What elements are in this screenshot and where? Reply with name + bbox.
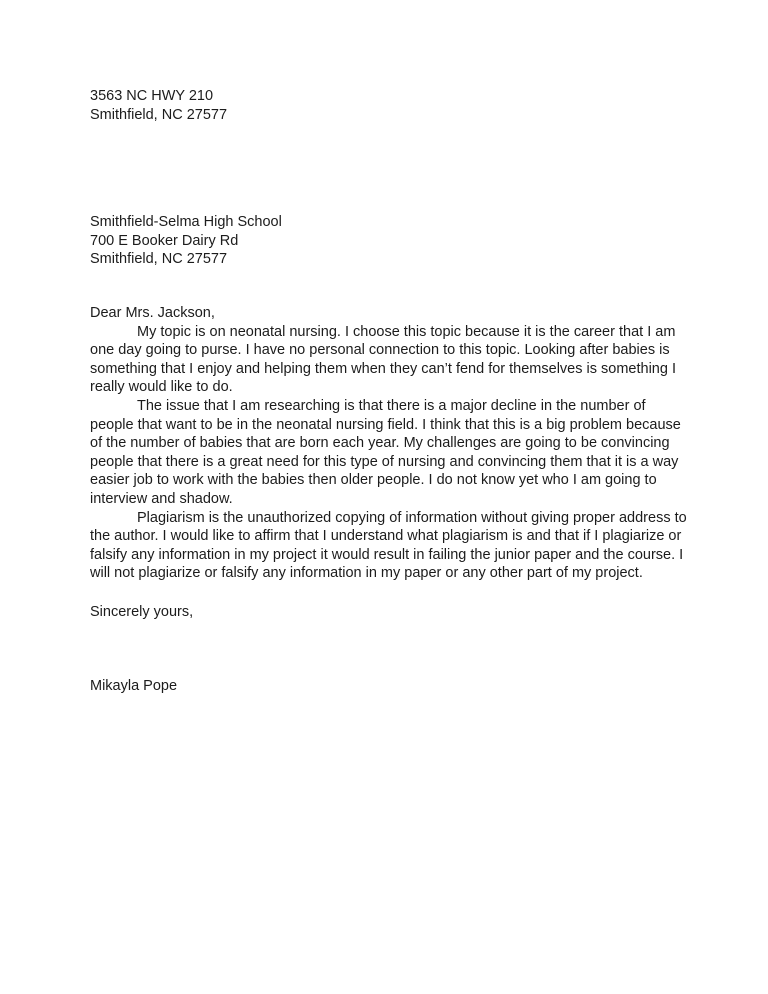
recipient-address-line: 700 E Booker Dairy Rd	[90, 232, 239, 249]
salutation: Dear Mrs. Jackson,	[90, 304, 215, 321]
signature-name: Mikayla Pope	[90, 678, 178, 695]
recipient-address-line: Smithfield, NC 27577	[90, 251, 228, 268]
letter-body	[90, 87, 692, 696]
closing: Sincerely yours,	[90, 603, 194, 620]
recipient-address-line: Smithfield-Selma High School	[90, 214, 282, 231]
paragraph-plagiarism: Plagiarism is the unauthorized copying of information without giving proper address to the author. I would like to affirm that I understand what plagiarism is and that if I plagiarize or falsify any information in my project it would result in failing the junior paper and the course. I will not plagiarize or falsify any information in my paper or any other part of my project.	[90, 509, 687, 582]
recipient-address	[90, 213, 692, 269]
sender-address-line: 3563 NC HWY 210	[90, 88, 214, 104]
paragraph-issue: The issue that I am researching is that there is a major decline in the number of people that want to be in the neonatal nursing field. I think that this is a big problem because of the number of babies that are born each year. My challenges are going to be convincing people that there is a great need for this type of nursing and convincing them that it is a way easier job to work with the babies then older people. I do not know yet who I am going to interview and shadow.	[90, 397, 681, 507]
paragraph-topic: My topic is on neonatal nursing. I choose this topic because it is the career that I am one day going to purse. I have no personal connection to this topic. Looking after babies is something that I enjoy and helping them when they can’t fend for themselves is something I really would like to do.	[90, 323, 676, 396]
sender-address-line: Smithfield, NC 27577	[90, 106, 228, 123]
sender-address	[90, 87, 692, 124]
